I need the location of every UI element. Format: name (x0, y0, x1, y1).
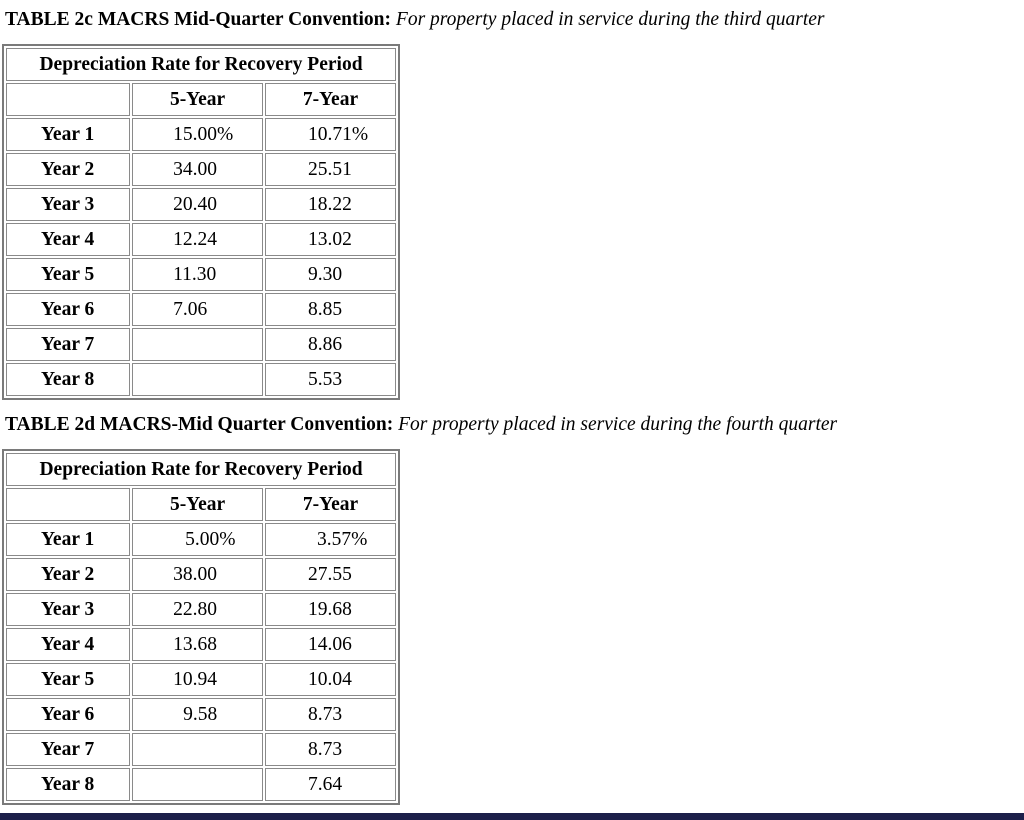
year-label: Year 4 (6, 628, 130, 661)
rate-7-year: 9.30 (265, 258, 396, 291)
year-label: Year 2 (6, 153, 130, 186)
year-label: Year 3 (6, 593, 130, 626)
rate-5-year (132, 328, 263, 361)
table-row (6, 523, 396, 556)
table-2d (2, 449, 400, 805)
rate-5-year: 10.94 (132, 663, 263, 696)
rate-7-year: 14.06 (265, 628, 396, 661)
group-header: Depreciation Rate for Recovery Period (6, 453, 396, 486)
rate-5-year: 11.30 (132, 258, 263, 291)
table-row (6, 258, 396, 291)
table-row (6, 733, 396, 766)
table-row (6, 628, 396, 661)
rate-7-year: 8.85 (265, 293, 396, 326)
rate-5-year: 13.68 (132, 628, 263, 661)
table-row (6, 363, 396, 396)
table-2d-caption (5, 415, 837, 435)
year-label: Year 7 (6, 328, 130, 361)
table-row (6, 593, 396, 626)
rate-5-year: 7.06 (132, 293, 263, 326)
year-label: Year 2 (6, 558, 130, 591)
table-row (6, 663, 396, 696)
year-label: Year 1 (6, 118, 130, 151)
group-header: Depreciation Rate for Recovery Period (6, 48, 396, 81)
year-label: Year 4 (6, 223, 130, 256)
year-label: Year 8 (6, 363, 130, 396)
rate-7-year: 8.73 (265, 698, 396, 731)
year-label: Year 3 (6, 188, 130, 221)
rate-5-year (132, 768, 263, 801)
table-row (6, 558, 396, 591)
table-2c-caption (5, 10, 824, 30)
rate-5-year: 12.24 (132, 223, 263, 256)
rate-7-year: 8.73 (265, 733, 396, 766)
rate-5-year (132, 733, 263, 766)
rate-5-year: 38.00 (132, 558, 263, 591)
rate-7-year: 25.51 (265, 153, 396, 186)
rate-7-year: 19.68 (265, 593, 396, 626)
rate-7-year: 27.55 (265, 558, 396, 591)
rate-7-year: 13.02 (265, 223, 396, 256)
year-label: Year 6 (6, 293, 130, 326)
rate-5-year: 9.58 (132, 698, 263, 731)
rate-7-year: 5.53 (265, 363, 396, 396)
year-label: Year 1 (6, 523, 130, 556)
rate-5-year: 20.40 (132, 188, 263, 221)
rate-7-year: 10.71% (265, 118, 396, 151)
col-header-7-year: 7-Year (265, 488, 396, 521)
table-row (6, 118, 396, 151)
year-label: Year 5 (6, 258, 130, 291)
table-2c-title: TABLE 2c MACRS Mid-Quarter Convention: (5, 9, 392, 30)
table-2d-description: For property placed in service during the fourth quarter (398, 414, 838, 435)
rate-5-year: 5.00% (132, 523, 263, 556)
rate-7-year: 8.86 (265, 328, 396, 361)
table-2d-title: TABLE 2d MACRS-Mid Quarter Convention: (5, 414, 394, 435)
rate-7-year: 7.64 (265, 768, 396, 801)
bottom-edge-bar (0, 813, 1024, 820)
corner-cell (6, 488, 130, 521)
col-header-7-year: 7-Year (265, 83, 396, 116)
table-row (6, 153, 396, 186)
table-row (6, 768, 396, 801)
table-row (6, 223, 396, 256)
rate-5-year: 15.00% (132, 118, 263, 151)
year-label: Year 8 (6, 768, 130, 801)
table-row (6, 188, 396, 221)
rate-7-year: 10.04 (265, 663, 396, 696)
rate-5-year (132, 363, 263, 396)
table-row (6, 293, 396, 326)
col-header-5-year: 5-Year (132, 488, 263, 521)
table-2c-description: For property placed in service during the third quarter (395, 9, 825, 30)
year-label: Year 5 (6, 663, 130, 696)
rate-7-year: 18.22 (265, 188, 396, 221)
table-row (6, 698, 396, 731)
table-2c (2, 44, 400, 400)
year-label: Year 6 (6, 698, 130, 731)
rate-5-year: 22.80 (132, 593, 263, 626)
year-label: Year 7 (6, 733, 130, 766)
table-row (6, 328, 396, 361)
rate-7-year: 3.57% (265, 523, 396, 556)
rate-5-year: 34.00 (132, 153, 263, 186)
col-header-5-year: 5-Year (132, 83, 263, 116)
corner-cell (6, 83, 130, 116)
